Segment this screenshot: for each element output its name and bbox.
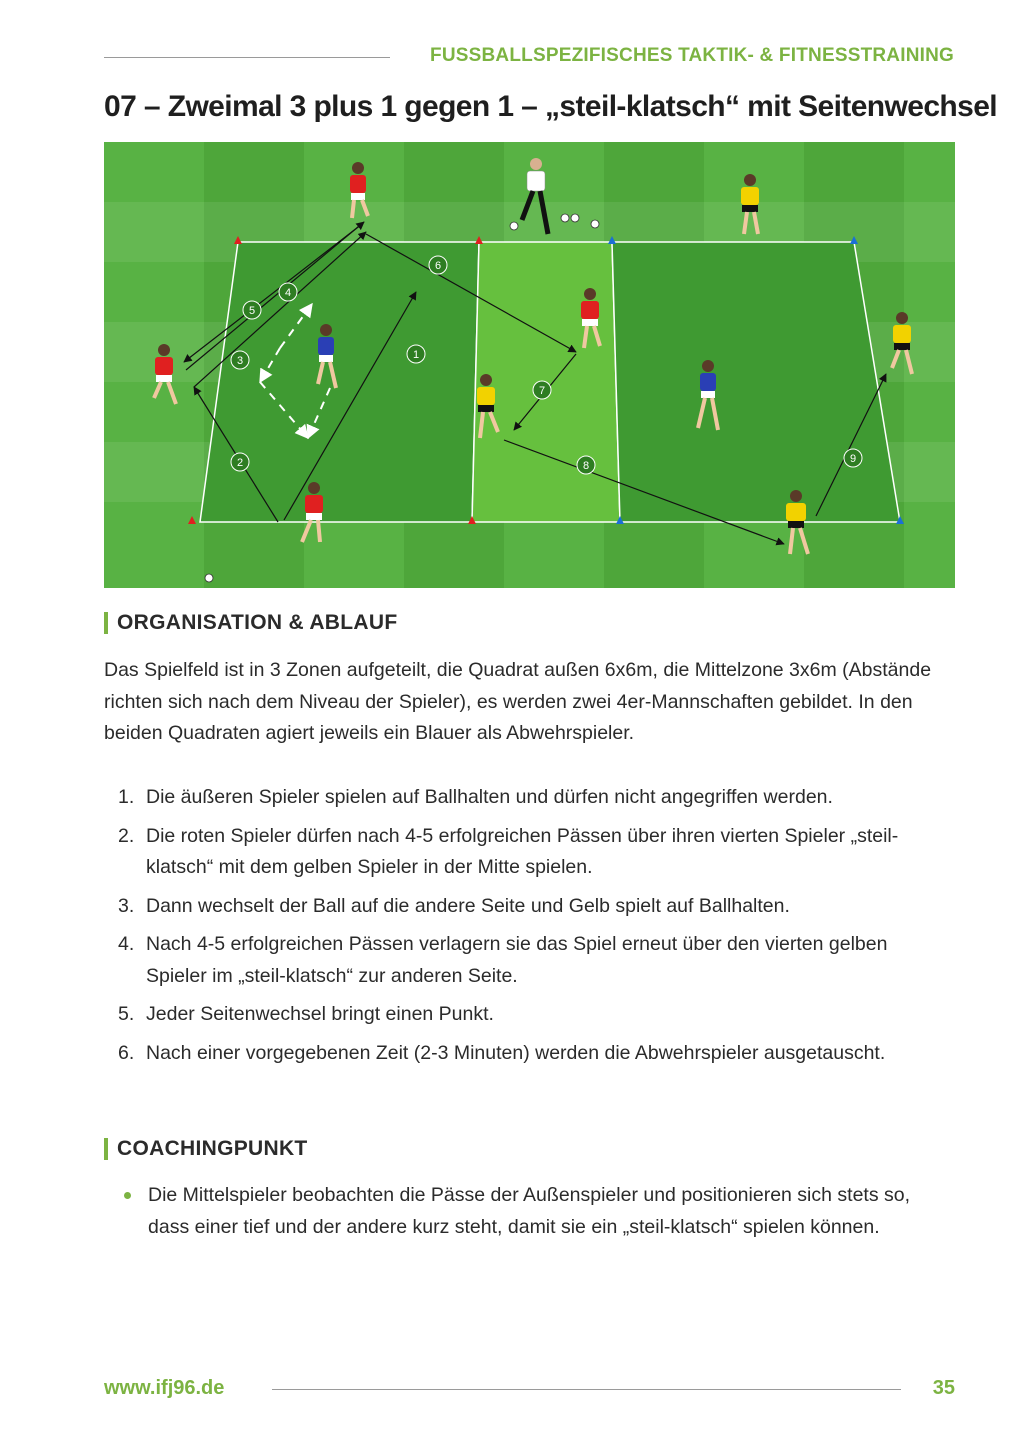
pass-label-7 <box>533 381 551 399</box>
page-number: 35 <box>932 1377 955 1399</box>
pass-label-3 <box>231 351 249 369</box>
training-diagram <box>104 142 955 588</box>
list-item: 4. Nach 4-5 erfolgreichen Pässen verlagern sie das Spiel erneut über den vierten gelben Spieler im „steil-klatsch“ zur anderen Seite. <box>118 933 888 987</box>
svg-text:5: 5 <box>248 305 256 317</box>
svg-text:3: 3 <box>236 355 244 367</box>
svg-text:1: 1 <box>412 349 420 361</box>
organisation-heading: ORGANISATION & ABLAUF <box>104 612 397 634</box>
list-item: 6. Nach einer vorgegebenen Zeit (2-3 Minuten) werden die Abwehrspieler ausgetauscht. <box>118 1041 886 1064</box>
running-head: FUSSBALLSPEZIFISCHES TAKTIK- & FITNESSTRAINING <box>430 45 954 66</box>
pass-label-5 <box>243 301 261 319</box>
coaching-list <box>104 1180 944 1243</box>
pass-label-8 <box>577 456 595 474</box>
playing-field <box>200 242 900 522</box>
footer-rule <box>272 1389 901 1390</box>
pass-label-6 <box>429 256 447 274</box>
svg-text:7: 7 <box>538 385 546 397</box>
footer-url: www.ifj96.de <box>104 1377 225 1399</box>
page-title: 07 – Zweimal 3 plus 1 gegen 1 – „steil-klatsch“ mit Seitenwechsel <box>104 90 998 123</box>
header-rule <box>104 57 390 58</box>
svg-text:8: 8 <box>582 460 590 472</box>
list-item: 2. Die roten Spieler dürfen nach 4-5 erfolgreichen Pässen über ihren vierten Spieler „steil-klatsch“ mit dem gelben Spieler in der Mitte spielen. <box>118 824 899 878</box>
svg-text:9: 9 <box>849 453 857 465</box>
list-item: 5. Jeder Seitenwechsel bringt einen Punkt. <box>118 1003 494 1025</box>
steps-list <box>104 782 944 1076</box>
list-item: Die Mittelspieler beobachten die Pässe der Außenspieler und positionieren sich stets so, dass einer tief und der andere kurz steht, damit sie ein „steil-klatsch“ spielen können. <box>104 1180 944 1243</box>
svg-text:2: 2 <box>236 457 244 469</box>
svg-text:6: 6 <box>434 260 442 272</box>
list-item: 1. Die äußeren Spieler spielen auf Ballhalten und dürfen nicht angegriffen werden. <box>118 786 833 808</box>
list-item: 3. Dann wechselt der Ball auf die andere Seite und Gelb spielt auf Ballhalten. <box>118 894 790 917</box>
pass-label-2 <box>231 453 249 471</box>
coaching-heading: COACHINGPUNKT <box>104 1138 308 1160</box>
organisation-intro: Das Spielfeld ist in 3 Zonen aufgeteilt, die Quadrat außen 6x6m, die Mittelzone 3x6m (Abstände richten sich nach dem Niveau der Spieler), es werden zwei 4er-Mannschaften gebildet. In den beiden Quadraten agiert jeweils ein Blauer als Abwehrspieler. <box>104 659 932 744</box>
pass-label-1 <box>407 345 425 363</box>
bullet-icon <box>124 1192 131 1199</box>
pass-label-4 <box>279 283 297 301</box>
pass-label-9 <box>844 449 862 467</box>
svg-text:4: 4 <box>284 287 292 299</box>
